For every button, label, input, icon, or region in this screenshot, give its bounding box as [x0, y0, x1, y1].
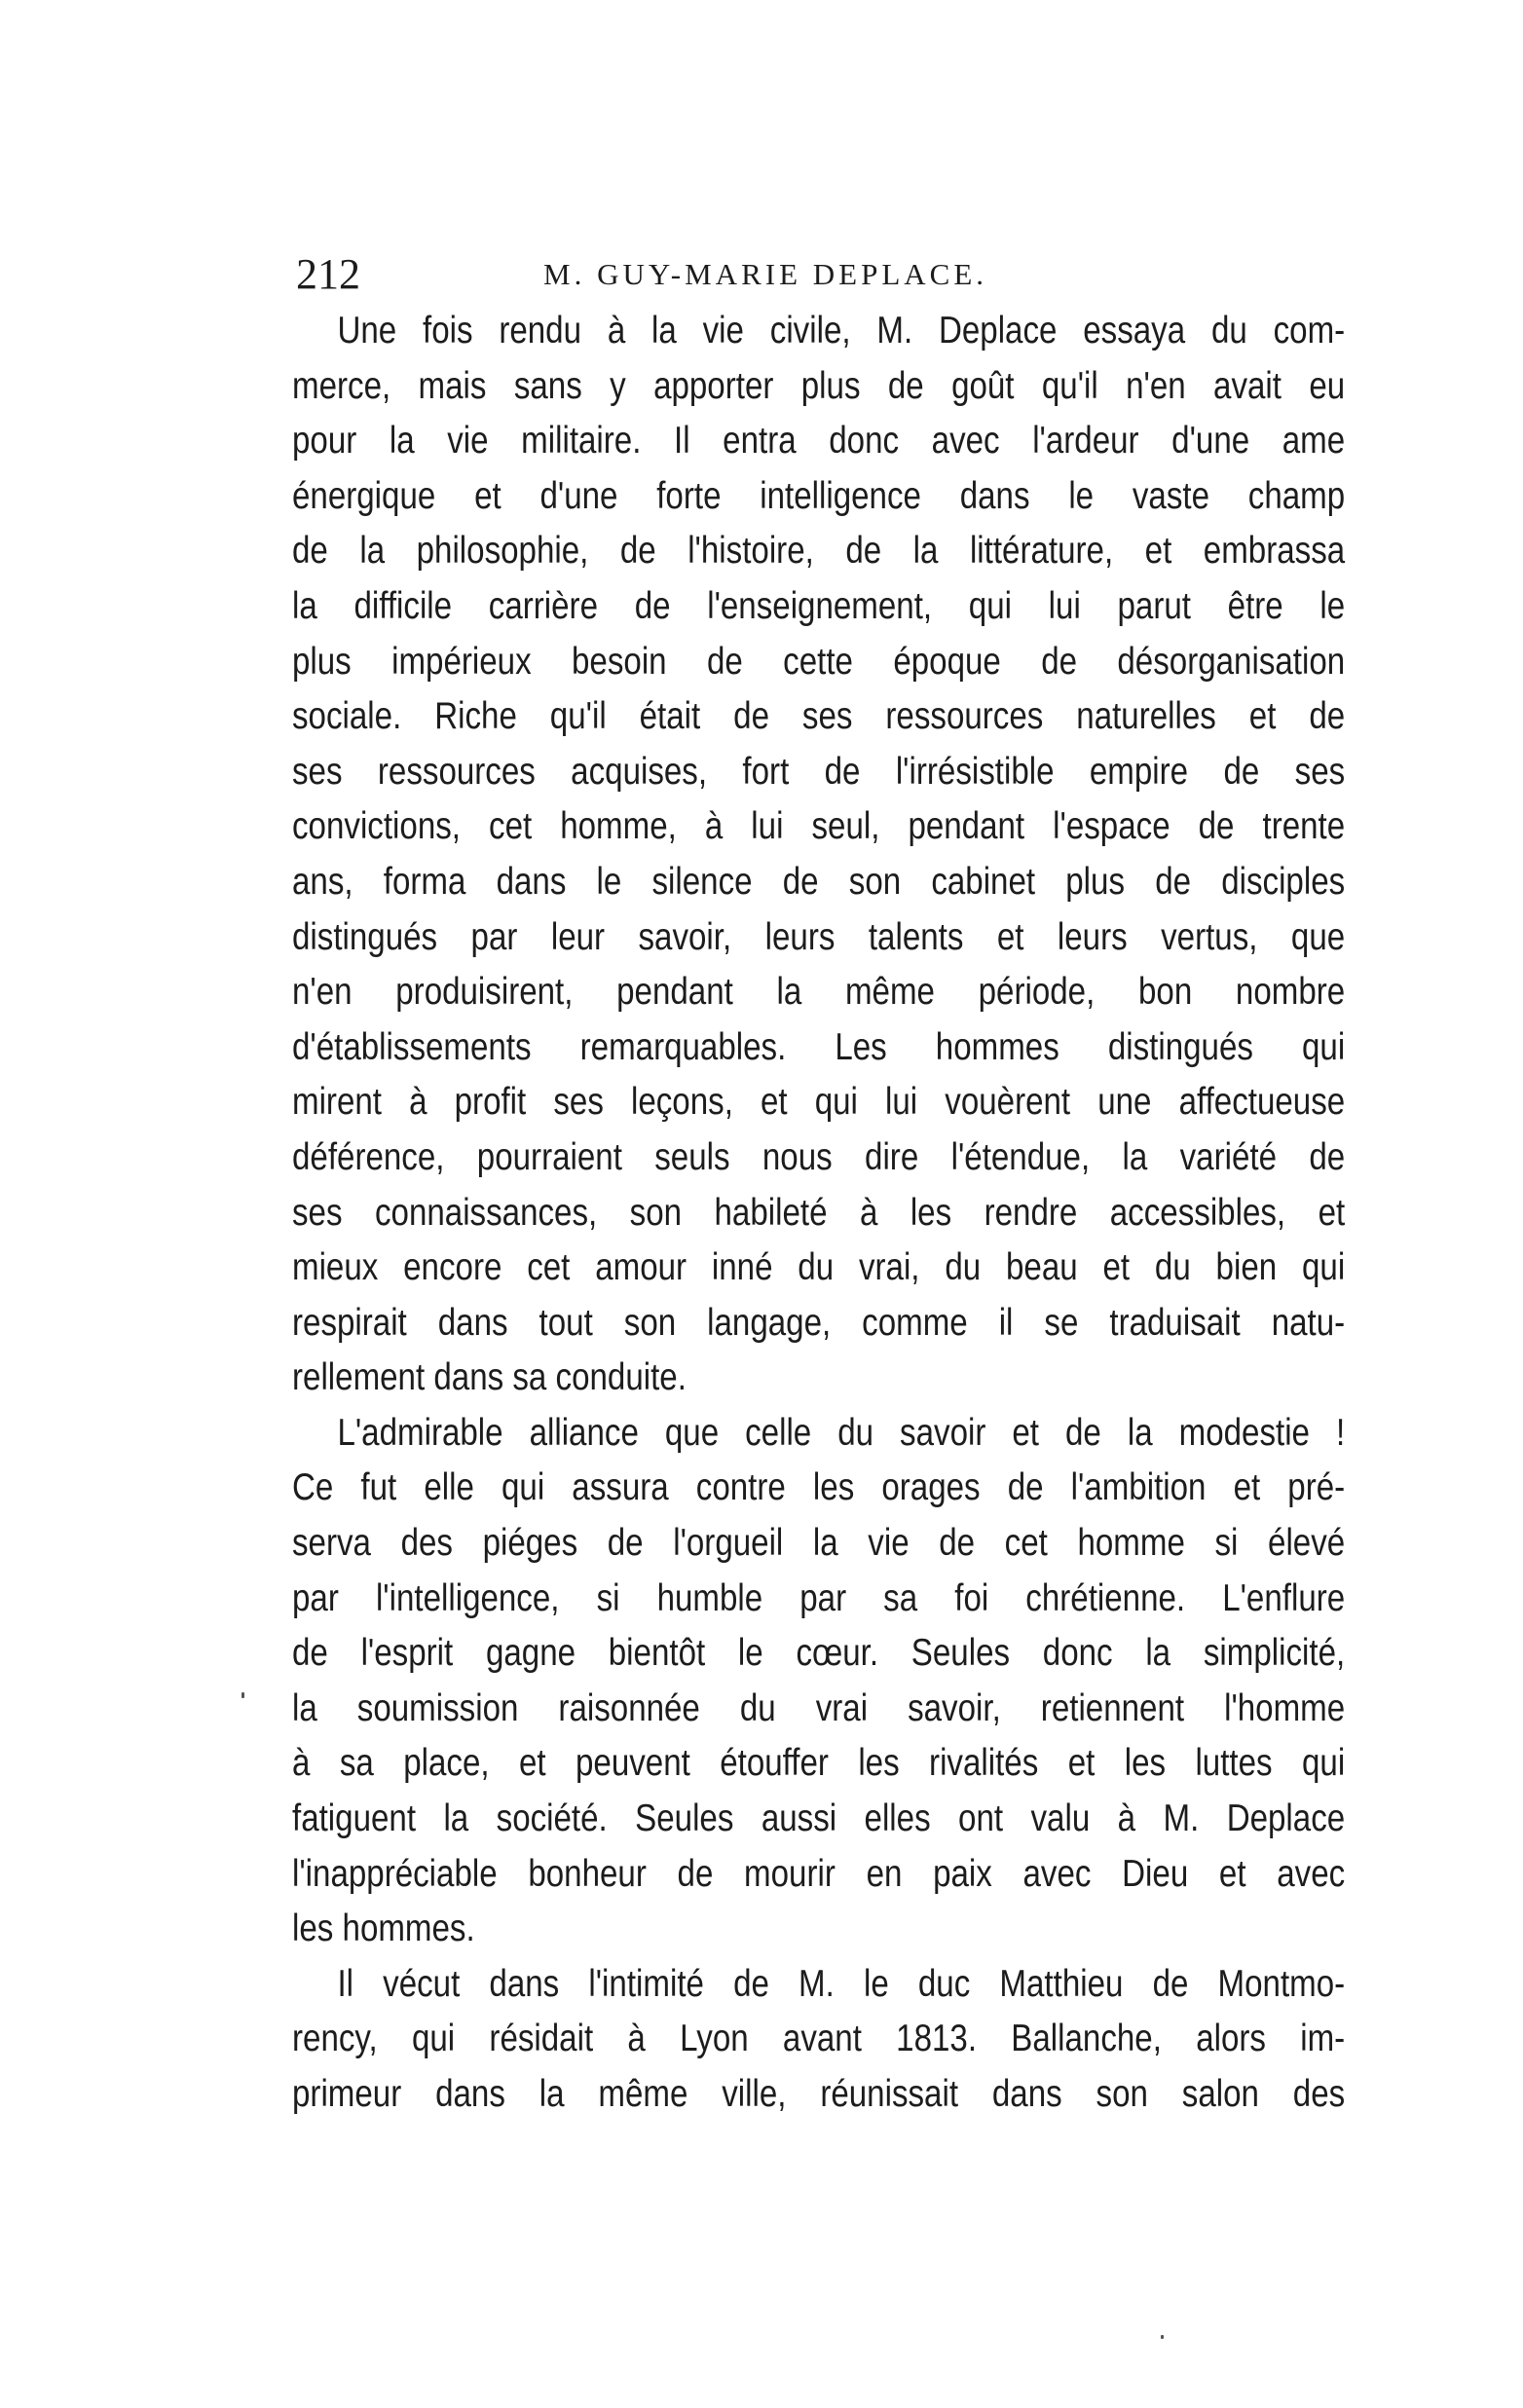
text-line: ans, forma dans le silence de son cabinet plus de disciples: [292, 860, 1346, 903]
text-line: par l'intelligence, si humble par sa foi chrétienne. L'enflure: [292, 1576, 1346, 1619]
text-line: énergique et d'une forte intelligence dans le vaste champ: [292, 474, 1346, 517]
text-line: déférence, pourraient seuls nous dire l'étendue, la variété de: [292, 1135, 1346, 1178]
text-line: merce, mais sans y apporter plus de goût qu'il n'en avait eu: [292, 364, 1346, 407]
text-line: distingués par leur savoir, leurs talents et leurs vertus, que: [292, 915, 1346, 958]
text-line: les hommes.: [292, 1908, 475, 1950]
print-speck: [1161, 2335, 1164, 2339]
text-line: n'en produisirent, pendant la même période, bon nombre: [292, 971, 1346, 1014]
text-line: plus impérieux besoin de cette époque de désorganisation: [292, 640, 1346, 683]
text-line: pour la vie militaire. Il entra donc avec l'ardeur d'une ame: [292, 420, 1346, 463]
text-line: serva des piéges de l'orgueil la vie de cet homme si élevé: [292, 1522, 1346, 1565]
text-line: d'établissements remarquables. Les hommes distingués qui: [292, 1025, 1346, 1068]
text-line: fatiguent la société. Seules aussi elles ont valu à M. Deplace: [292, 1797, 1346, 1840]
text-line: L'admirable alliance que celle du savoir et de la modestie !: [337, 1411, 1346, 1454]
text-line: ses ressources acquises, fort de l'irrésistible empire de ses: [292, 750, 1346, 793]
text-line: Une fois rendu à la vie civile, M. Deplace essaya du com-: [337, 310, 1346, 352]
text-line: rency, qui résidait à Lyon avant 1813. Ballanche, alors im-: [292, 2018, 1346, 2060]
text-line: mirent à profit ses leçons, et qui lui vouèrent une affectueuse: [292, 1081, 1346, 1124]
running-head: [296, 245, 1348, 304]
page-number: 212: [296, 250, 360, 298]
text-line: convictions, cet homme, à lui seul, pendant l'espace de trente: [292, 805, 1346, 848]
text-line: rellement dans sa conduite.: [292, 1356, 687, 1399]
paragraph-2: [292, 1406, 1345, 1957]
text-line: à sa place, et peuvent étouffer les rivalités et les luttes qui: [292, 1742, 1346, 1785]
text-line: primeur dans la même ville, réunissait dans son salon des: [292, 2073, 1346, 2115]
running-title: M. GUY-MARIE DEPLACE.: [543, 257, 987, 291]
text-line: mieux encore cet amour inné du vrai, du beau et du bien qui: [292, 1246, 1346, 1289]
text-line: sociale. Riche qu'il était de ses ressources naturelles et de: [292, 695, 1346, 738]
print-speck: [241, 1692, 244, 1698]
text-line: la soumission raisonnée du vrai savoir, retiennent l'homme: [292, 1686, 1346, 1729]
text-line: de la philosophie, de l'histoire, de la littérature, et embrassa: [292, 530, 1346, 573]
text-line: Il vécut dans l'intimité de M. le duc Matthieu de Montmo-: [337, 1962, 1346, 2005]
text-line: ses connaissances, son habileté à les rendre accessibles, et: [292, 1191, 1346, 1234]
body-text: [292, 304, 1345, 2123]
text-line: l'inappréciable bonheur de mourir en paix avec Dieu et avec: [292, 1852, 1346, 1895]
paragraph-3: [292, 1957, 1345, 2123]
text-line: la difficile carrière de l'enseignement, qui lui parut être le: [292, 584, 1346, 627]
paragraph-1: [292, 304, 1345, 1406]
text-line: respirait dans tout son langage, comme il se traduisait natu-: [292, 1301, 1346, 1344]
text-line: de l'esprit gagne bientôt le cœur. Seules donc la simplicité,: [292, 1632, 1346, 1675]
text-line: Ce fut elle qui assura contre les orages de l'ambition et pré-: [292, 1466, 1346, 1509]
